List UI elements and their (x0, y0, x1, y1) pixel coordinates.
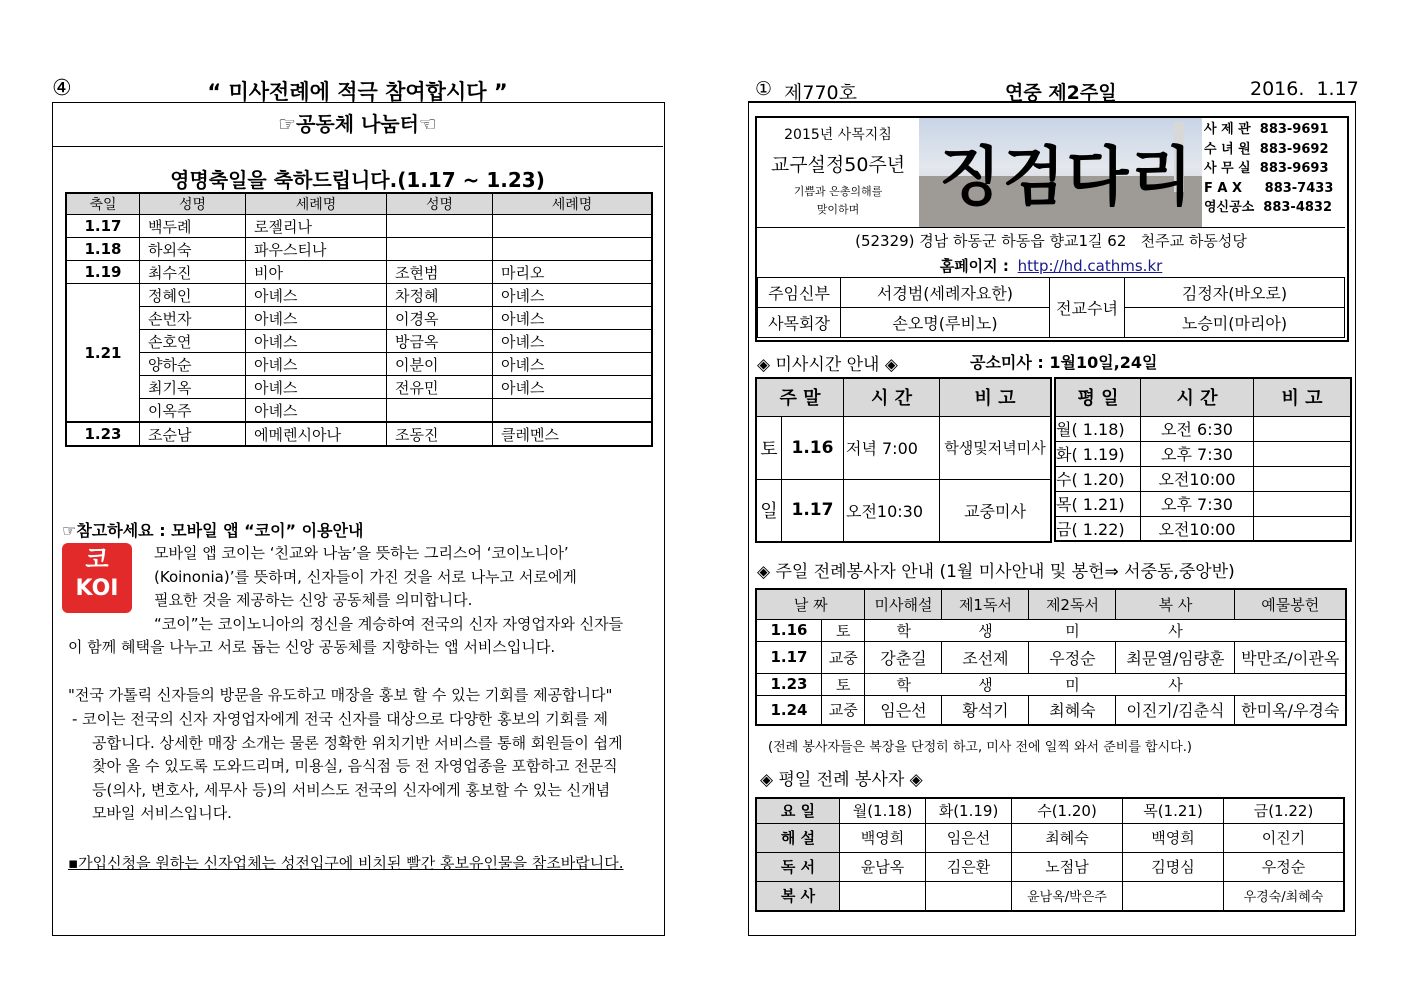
serv-cell: 생 (942, 619, 1029, 641)
homepage-label: 홈페이지 : (939, 257, 1009, 275)
baptismal-name: 아녜스 (246, 330, 387, 353)
name: 조순남 (140, 422, 246, 446)
name (387, 238, 493, 261)
table-row (756, 378, 1051, 416)
weekday-mass-table (1054, 377, 1352, 542)
mass-day: 금( 1.22) (1055, 516, 1141, 541)
mass-day: 토 (756, 416, 782, 479)
name: 양하순 (140, 353, 246, 376)
table-row (66, 399, 652, 423)
table-row (756, 619, 1346, 641)
bullet-text (72, 708, 660, 826)
serv-cell: 생 (942, 673, 1029, 695)
mission-mass: 공소미사 : 1월10일,24일 (970, 353, 1158, 372)
serv-date: 1.16 (756, 619, 822, 641)
col-header: 세례명 (493, 193, 653, 215)
name: 조현범 (387, 261, 493, 284)
name: 손번자 (140, 307, 246, 330)
table-row (66, 353, 652, 376)
mass-note (1254, 466, 1352, 491)
serv-cell: 이진기 (1224, 823, 1345, 852)
pastoral-guide (757, 118, 919, 228)
name: 이분이 (387, 353, 493, 376)
name: 이옥주 (140, 399, 246, 423)
mass-time: 오전 6:30 (1141, 416, 1254, 441)
right-page-number: ① (755, 78, 773, 100)
notice-title: ☞참고하세요 : 모바일 앱 “코이” 이용안내 (62, 521, 364, 540)
col-header: 목(1.21) (1123, 798, 1224, 823)
serv-role: 복 사 (756, 881, 840, 911)
name: 하외숙 (140, 238, 246, 261)
weekday-servers-table (755, 797, 1345, 912)
serv-cell: 학 (865, 619, 942, 641)
table-row (756, 641, 1346, 673)
table-row (66, 330, 652, 353)
col-header: 미사해설 (865, 589, 942, 619)
staff-value: 서경범(세례자요한) (841, 278, 1050, 308)
intro-text (62, 542, 660, 660)
serv-cell: 임은선 (865, 695, 942, 725)
pastoral-motto: 교구설정50주년 (770, 154, 906, 176)
saints-table-header (66, 193, 652, 215)
bullet-line: 모바일 서비스입니다. (92, 804, 232, 822)
serv-cell (840, 881, 926, 911)
koi-logo-top: 코 (85, 545, 109, 573)
bullet-line: 찾아 올 수 있도록 도와드리며, 미용실, 음식점 등 전 자영업종을 포함하고 전문직 (92, 757, 618, 775)
table-row (66, 422, 652, 446)
table-row (756, 881, 1344, 911)
intro-line: (Koinonia)’를 뜻하며, 신자들이 가진 것을 서로 나누고 서로에게 (154, 567, 577, 586)
contact-line: F A X 883-7433 (1204, 180, 1334, 196)
name: 차정혜 (387, 284, 493, 307)
serv-cell: 우정순 (1224, 852, 1345, 881)
left-page-number: ④ (52, 76, 72, 101)
baptismal-name: 아녜스 (246, 307, 387, 330)
mass-note (1254, 441, 1352, 466)
intro-line: 이 함께 혜택을 나누고 서로 돕는 신앙 공동체를 지향하는 앱 서비스입니다. (68, 638, 556, 656)
col-header: 성명 (140, 193, 246, 215)
mass-time: 오전10:30 (844, 479, 940, 542)
table-row (756, 823, 1344, 852)
serv-day: 토 (822, 673, 865, 695)
contact-line: 사 제 관 883-9691 (1204, 122, 1329, 137)
mass-note: 교중미사 (940, 479, 1052, 542)
serv-cell: 한미옥/우경숙 (1235, 695, 1346, 725)
serv-date: 1.23 (756, 673, 822, 695)
serv-cell: 조선제 (942, 641, 1029, 673)
baptismal-name: 아녜스 (246, 376, 387, 399)
mass-date: 1.17 (782, 479, 844, 542)
serv-cell: 윤남옥/박은주 (1012, 881, 1123, 911)
baptismal-name (493, 238, 653, 261)
feast-date: 1.19 (66, 261, 140, 284)
col-header: 시 간 (1141, 378, 1254, 416)
serv-cell: 학 (865, 673, 942, 695)
intro-line: “코이”는 코이노니아의 정신을 계승하여 전국의 신자 자영업자와 신자들 (154, 614, 624, 633)
col-header: 비 고 (1254, 378, 1352, 416)
serv-cell: 윤남옥 (840, 852, 926, 881)
issue-date: 2016. 1.17 (1250, 78, 1359, 100)
table-row (66, 261, 652, 284)
baptismal-name: 아녜스 (493, 284, 653, 307)
serv-cell: 박만조/이관옥 (1235, 641, 1346, 673)
baptismal-name: 아녜스 (246, 353, 387, 376)
table-row (756, 673, 1346, 695)
bullet-line: 공합니다. 상세한 매장 소개는 물론 정확한 위치기반 서비스를 통해 회원들이 쉽게 (92, 733, 623, 752)
address: (52329) 경남 하동군 하동읍 향교1길 62 천주교 하동성당 (855, 232, 1247, 250)
homepage-link[interactable]: http://hd.cathms.kr (1017, 257, 1163, 275)
baptismal-name: 아녜스 (493, 376, 653, 399)
church-photo (919, 118, 1202, 228)
bullet-line: - 코이는 전국의 신자 자영업자에게 전국 신자를 대상으로 다양한 홍보의 기회를 제 (72, 710, 609, 728)
mass-note (1254, 516, 1352, 541)
baptismal-name: 로젤리나 (246, 215, 387, 238)
serv-cell: 김명심 (1123, 852, 1224, 881)
baptismal-name: 클레멘스 (493, 422, 653, 446)
serv-day: 교중 (822, 641, 865, 673)
table-row (1055, 491, 1351, 516)
feast-date: 1.18 (66, 238, 140, 261)
col-header: 시 간 (844, 378, 940, 416)
table-row (66, 307, 652, 330)
serv-cell: 최혜숙 (1012, 823, 1123, 852)
col-header: 주 말 (756, 378, 844, 416)
serv-cell (1235, 673, 1346, 695)
feast-date: 1.17 (66, 215, 140, 238)
sunday-servers-heading: ◈ 주일 전례봉사자 안내 (1월 미사안내 및 봉헌⇒ 서중동,중앙반) (757, 562, 1235, 582)
saints-table (65, 192, 653, 447)
col-header: 복 사 (1116, 589, 1235, 619)
serv-cell: 김은환 (926, 852, 1012, 881)
quote: "전국 가톨릭 신자들의 방문을 유도하고 매장을 홍보 할 수 있는 기회를 제공합니다" (68, 686, 613, 704)
mass-day: 수( 1.20) (1055, 466, 1141, 491)
table-row (66, 215, 652, 238)
serv-day: 교중 (822, 695, 865, 725)
masthead-divider (757, 227, 1345, 228)
mass-time: 오후 7:30 (1141, 441, 1254, 466)
staff-value: 노승미(마리아) (1125, 308, 1345, 338)
mass-time: 오전10:00 (1141, 466, 1254, 491)
col-header: 축일 (66, 193, 140, 215)
mass-day: 일 (756, 479, 782, 542)
serv-cell: 우경숙/최혜숙 (1224, 881, 1345, 911)
name: 전유민 (387, 376, 493, 399)
name: 최수진 (140, 261, 246, 284)
pastoral-year: 2015년 사목지침 (784, 127, 892, 143)
name: 손호연 (140, 330, 246, 353)
contact-line: 영신공소 883-4832 (1204, 200, 1332, 215)
serv-cell: 이진기/김춘식 (1116, 695, 1235, 725)
staff-label: 전교수녀 (1050, 278, 1125, 338)
footer-note: ▪가입신청을 원하는 신자업체는 성전입구에 비치된 빨간 홍보유인물을 참조바랍니다. (68, 854, 624, 872)
serv-cell: 백영희 (1123, 823, 1224, 852)
col-header: 제2독서 (1029, 589, 1116, 619)
serv-cell: 우정순 (1029, 641, 1116, 673)
staff-label: 주임신부 (758, 278, 841, 308)
weekend-mass-table (755, 377, 1052, 543)
serv-cell: 황석기 (942, 695, 1029, 725)
name: 조동진 (387, 422, 493, 446)
name: 정혜인 (140, 284, 246, 307)
table-row (1055, 378, 1351, 416)
mass-date: 1.16 (782, 416, 844, 479)
baptismal-name (493, 215, 653, 238)
sunday-servers-table (755, 588, 1347, 726)
staff-value: 김정자(바오로) (1125, 278, 1345, 308)
baptismal-name: 아녜스 (246, 399, 387, 423)
section-title: ☞공동체 나눔터☜ (52, 102, 663, 147)
name: 최기옥 (140, 376, 246, 399)
homepage (757, 255, 1345, 276)
table-row (756, 798, 1344, 823)
pastoral-sub: 기쁨과 은총의해를 (793, 185, 883, 198)
serv-date: 1.17 (756, 641, 822, 673)
mass-note: 학생및저녁미사 (940, 416, 1052, 479)
baptismal-name: 비아 (246, 261, 387, 284)
mass-note (1254, 491, 1352, 516)
col-header: 화(1.19) (926, 798, 1012, 823)
bullet-line: 등(의사, 변호사, 세무사 등)의 서비스도 전국의 신자에게 홍보할 수 있는 신개념 (92, 780, 611, 799)
col-header: 월(1.18) (840, 798, 926, 823)
col-header: 평 일 (1055, 378, 1141, 416)
serv-cell: 백영희 (840, 823, 926, 852)
feast-title: 영명축일을 축하드립니다.(1.17 ~ 1.23) (170, 168, 545, 192)
intro-line: 모바일 앱 코이는 ‘친교와 나눔’을 뜻하는 그리스어 ‘코이노니아’ (154, 544, 569, 562)
table-row (1055, 441, 1351, 466)
baptismal-name: 아녜스 (493, 307, 653, 330)
table-row (1055, 466, 1351, 491)
table-row (758, 278, 1345, 308)
weekday-servers-heading: ◈ 평일 전례 봉사자 ◈ (760, 770, 923, 790)
col-header: 금(1.22) (1224, 798, 1345, 823)
serv-cell: 사 (1116, 619, 1235, 641)
serv-role: 해 설 (756, 823, 840, 852)
serv-cell: 강춘길 (865, 641, 942, 673)
serv-cell: 미 (1029, 673, 1116, 695)
issue-number: 제770호 (784, 82, 857, 104)
feast-date: 1.21 (66, 284, 140, 423)
contact-line: 사 무 실 883-9693 (1204, 161, 1329, 176)
serv-date: 1.24 (756, 695, 822, 725)
baptismal-name (493, 399, 653, 423)
table-row (756, 852, 1344, 881)
col-header: 성명 (387, 193, 493, 215)
staff-label: 사목회장 (758, 308, 841, 338)
name: 백두례 (140, 215, 246, 238)
baptismal-name: 에메렌시아나 (246, 422, 387, 446)
serv-cell: 최혜숙 (1029, 695, 1116, 725)
serv-cell: 미 (1029, 619, 1116, 641)
staff-table (757, 277, 1345, 338)
sunday-servers-note: (전례 봉사자들은 복장을 단정히 하고, 미사 전에 일찍 와서 준비를 합시다.) (768, 740, 1192, 755)
contacts (1204, 120, 1344, 218)
baptismal-name: 아녜스 (493, 330, 653, 353)
name: 이경옥 (387, 307, 493, 330)
mass-time: 오후 7:30 (1141, 491, 1254, 516)
pastoral-sub: 맞이하며 (816, 203, 860, 216)
serv-cell: 최문열/임량훈 (1116, 641, 1235, 673)
serv-cell: 노점남 (1012, 852, 1123, 881)
serv-cell (1123, 881, 1224, 911)
baptismal-name: 마리오 (493, 261, 653, 284)
col-header: 요 일 (756, 798, 840, 823)
baptismal-name: 파우스티나 (246, 238, 387, 261)
table-row (1055, 416, 1351, 441)
col-header: 제1독서 (942, 589, 1029, 619)
table-row (756, 589, 1346, 619)
baptismal-name: 아녜스 (246, 284, 387, 307)
liturgical-sunday: 연중 제2주일 (1005, 82, 1117, 104)
mass-time: 저녁 7:00 (844, 416, 940, 479)
name (387, 215, 493, 238)
intro-line: 필요한 것을 제공하는 신앙 공동체를 의미합니다. (154, 591, 473, 609)
col-header: 예물봉헌 (1235, 589, 1346, 619)
table-row (66, 376, 652, 399)
serv-role: 독 서 (756, 852, 840, 881)
serv-cell: 임은선 (926, 823, 1012, 852)
table-row (1055, 516, 1351, 541)
col-header: 수(1.20) (1012, 798, 1123, 823)
staff-value: 손오명(루비노) (841, 308, 1050, 338)
baptismal-name: 아녜스 (493, 353, 653, 376)
mass-heading: ◈ 미사시간 안내 ◈ (757, 355, 898, 375)
bulletin-title: 징검다리 (939, 140, 1195, 215)
col-header: 날 짜 (756, 589, 865, 619)
mass-day: 월( 1.18) (1055, 416, 1141, 441)
koi-logo-bottom: KOI (75, 576, 119, 601)
col-header: 세례명 (246, 193, 387, 215)
contact-line: 수 녀 원 883-9692 (1204, 141, 1329, 157)
table-row (66, 284, 652, 307)
name (387, 399, 493, 423)
table-row (756, 416, 1051, 479)
mass-day: 목( 1.21) (1055, 491, 1141, 516)
serv-cell (1235, 619, 1346, 641)
table-row (756, 695, 1346, 725)
mass-time: 오전10:00 (1141, 516, 1254, 541)
name: 방금옥 (387, 330, 493, 353)
serv-cell (926, 881, 1012, 911)
table-row (756, 479, 1051, 542)
feast-date: 1.23 (66, 422, 140, 446)
left-banner: “ 미사전례에 적극 참여합시다 ” (207, 80, 508, 104)
mass-day: 화( 1.19) (1055, 441, 1141, 466)
table-row (66, 238, 652, 261)
serv-day: 토 (822, 619, 865, 641)
col-header: 비 고 (940, 378, 1052, 416)
serv-cell: 사 (1116, 673, 1235, 695)
mass-note (1254, 416, 1352, 441)
